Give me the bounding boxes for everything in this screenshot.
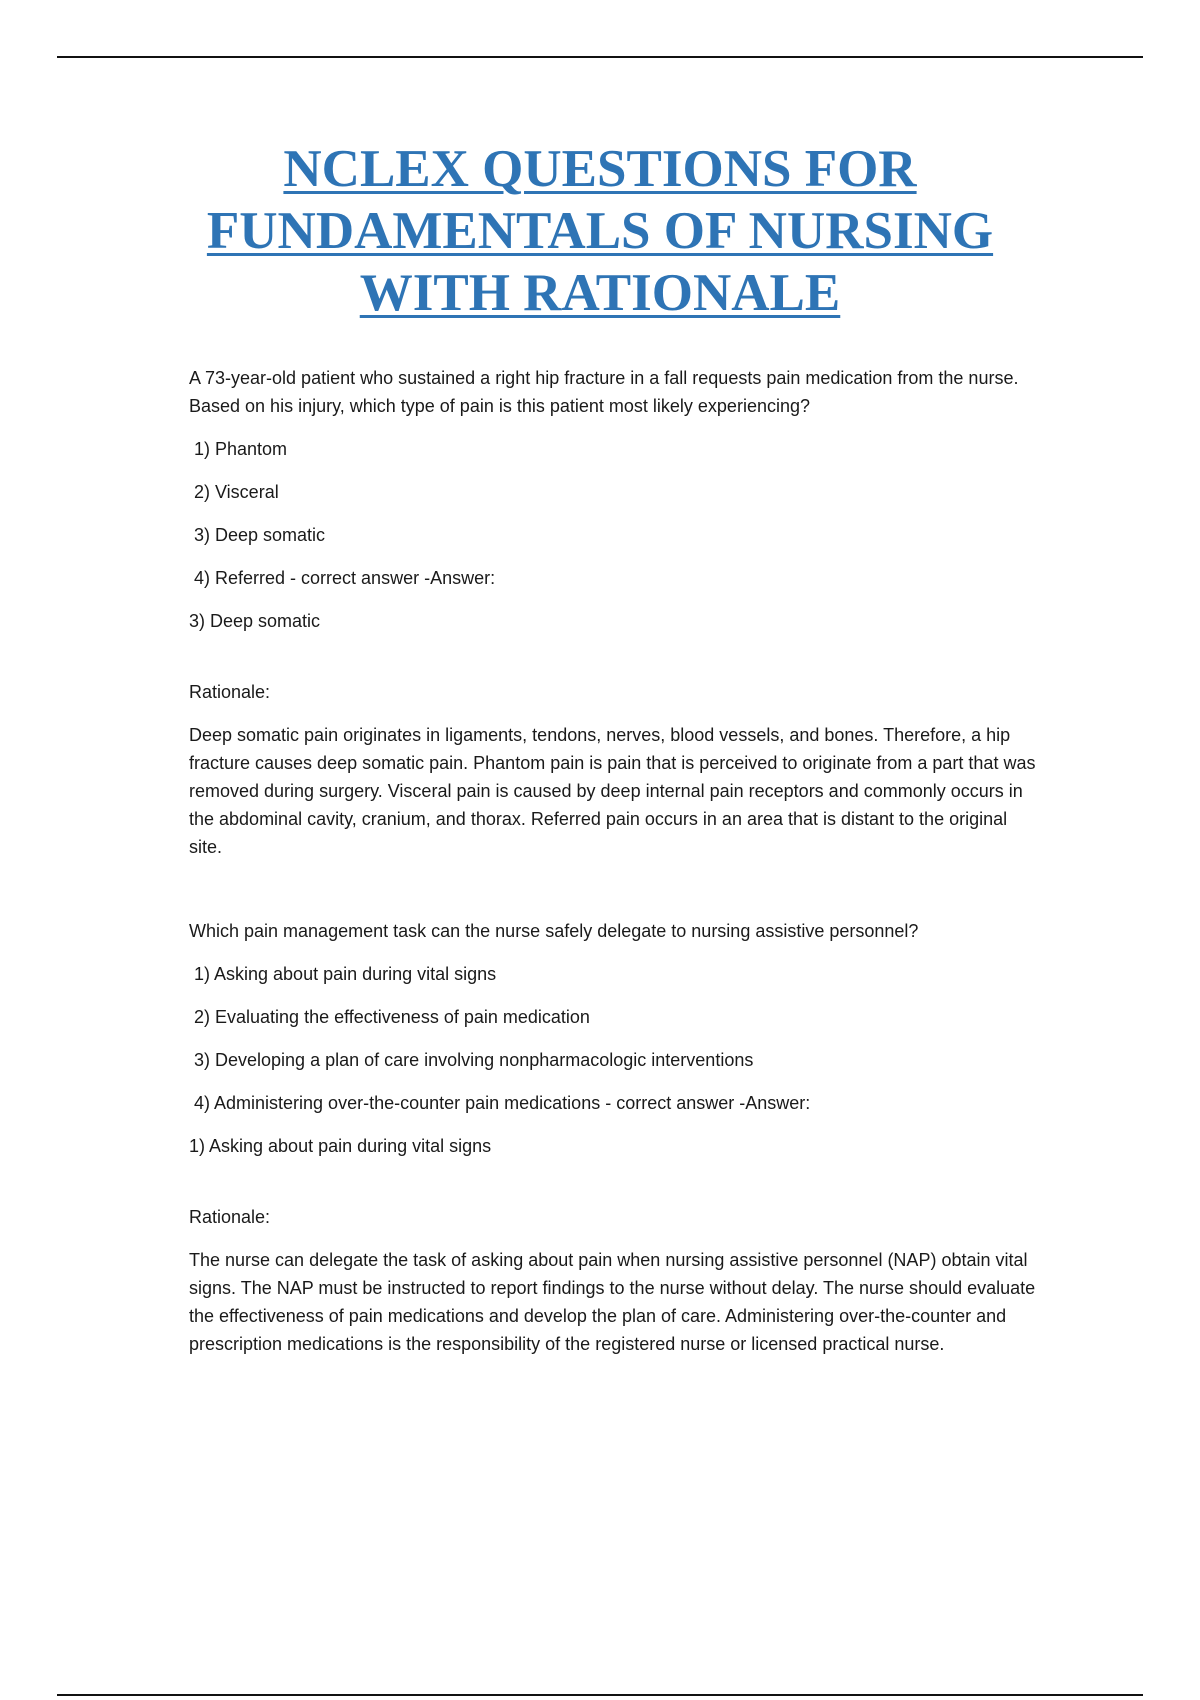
answer-option: 2) Visceral <box>194 482 279 502</box>
question-block-2 <box>189 917 1039 1358</box>
footer-rule <box>57 1694 1143 1696</box>
correct-answer: 1) Asking about pain during vital signs <box>189 1136 492 1156</box>
question-stem: Which pain management task can the nurse safely delegate to nursing assistive personnel? <box>189 921 919 941</box>
rationale-text: Deep somatic pain originates in ligaments, tendons, nerves, blood vessels, and bones. Therefore, a hip fracture causes deep somatic pain. Phantom pain is pain that is perceived to originate from a part that was removed during surgery. Visceral pain is caused by deep internal pain receptors and commonly occurs in the abdominal cavity, cranium, and thorax. Referred pain occurs in an area that is distant to the original site. <box>189 725 1036 857</box>
answer-option: 3) Developing a plan of care involving nonpharmacologic interventions <box>194 1050 754 1070</box>
rationale-text: The nurse can delegate the task of asking about pain when nursing assistive personnel (NAP) obtain vital signs. The NAP must be instructed to report findings to the nurse without delay. The nurse should evaluate the effectiveness of pain medications and develop the plan of care. Administering over-the-counter and prescription medications is the responsibility of the registered nurse or licensed practical nurse. <box>189 1250 1036 1354</box>
title-line-3: WITH RATIONALE <box>359 264 841 322</box>
title-line-2: FUNDAMENTALS OF NURSING <box>206 202 994 260</box>
answer-option: 3) Deep somatic <box>194 525 326 545</box>
correct-answer: 3) Deep somatic <box>189 611 321 631</box>
rationale-label: Rationale: <box>189 682 271 702</box>
title-line-1: NCLEX QUESTIONS FOR <box>283 140 917 198</box>
rationale-label: Rationale: <box>189 1207 271 1227</box>
answer-option: 1) Asking about pain during vital signs <box>194 964 497 984</box>
header-rule <box>57 56 1143 58</box>
question-stem: A 73-year-old patient who sustained a right hip fracture in a fall requests pain medication from the nurse. Based on his injury, which type of pain is this patient most likely experiencing? <box>189 368 1019 416</box>
answer-option: 1) Phantom <box>194 439 288 459</box>
answer-option: 2) Evaluating the effectiveness of pain medication <box>194 1007 590 1027</box>
answer-option: 4) Administering over-the-counter pain medications - correct answer -Answer: <box>194 1093 811 1113</box>
document-title <box>100 138 1100 324</box>
question-block-1 <box>189 364 1039 861</box>
answer-option: 4) Referred - correct answer -Answer: <box>194 568 496 588</box>
document-body <box>189 364 1039 1358</box>
